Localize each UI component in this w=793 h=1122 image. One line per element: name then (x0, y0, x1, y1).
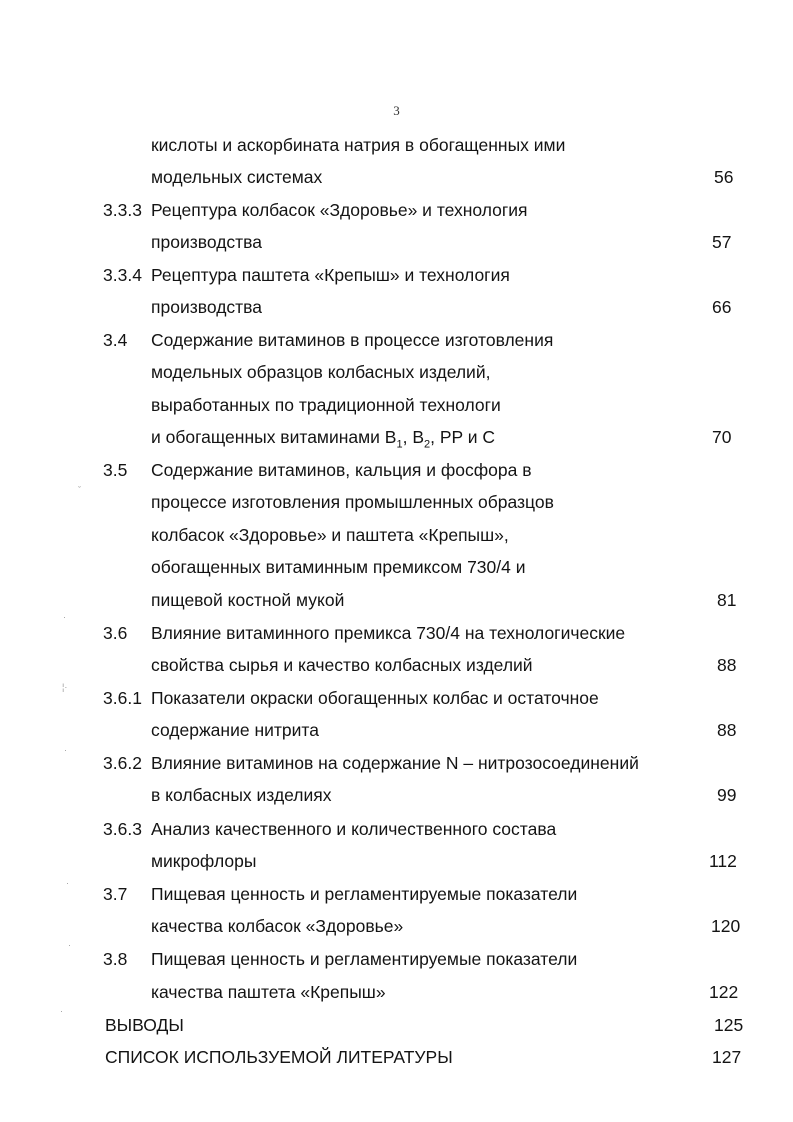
toc-page-number: 88 (717, 655, 737, 675)
toc-section-number: 3.3.4 (103, 265, 142, 285)
toc-entry-text: в колбасных изделиях (151, 785, 332, 805)
toc-section-number: 3.6.2 (103, 753, 142, 773)
toc-entry-text: свойства сырья и качество колбасных изделий (151, 655, 533, 675)
toc-line (0, 393, 793, 417)
toc-line (0, 621, 793, 645)
toc-entry-text: Рецептура паштета «Крепыш» и технология (151, 265, 510, 285)
toc-line (0, 914, 793, 938)
toc-entry-text: колбасок «Здоровье» и паштета «Крепыш», (151, 525, 509, 545)
toc-entry-text-part: , PP и C (430, 427, 496, 447)
toc-section-number: 3.5 (103, 460, 128, 480)
toc-line (0, 230, 793, 254)
toc-line (0, 555, 793, 579)
toc-entry-text: Рецептура колбасок «Здоровье» и технология (151, 200, 528, 220)
toc-line (0, 947, 793, 971)
toc-line (0, 133, 793, 157)
page-number: 3 (393, 103, 400, 118)
toc-line (0, 588, 793, 612)
toc-section-number: 3.8 (103, 949, 128, 969)
toc-page-number: 122 (709, 982, 739, 1002)
toc-line (0, 980, 793, 1004)
toc-page-number: 57 (712, 232, 732, 252)
toc-line (0, 360, 793, 384)
toc-entry-text (151, 425, 495, 457)
toc-page-number: 112 (709, 851, 737, 871)
scan-speck: · (60, 1006, 63, 1016)
toc-entry-text: микрофлоры (151, 851, 257, 871)
toc-line (0, 490, 793, 514)
toc-line (0, 718, 793, 742)
toc-entry-text: качества паштета «Крепыш» (151, 982, 386, 1002)
toc-line (0, 523, 793, 547)
toc-page-number: 66 (712, 297, 732, 317)
toc-line (0, 165, 793, 189)
toc-line (0, 882, 793, 906)
toc-entry-text: Показатели окраски обогащенных колбас и остаточное (151, 688, 599, 708)
toc-section-number: 3.6 (103, 623, 128, 643)
toc-line (0, 295, 793, 319)
toc-entry-text: обогащенных витаминным премиксом 730/4 и (151, 557, 526, 577)
toc-entry-text: модельных системах (151, 167, 323, 187)
toc-entry-text: кислоты и аскорбината натрия в обогащенных ими (151, 135, 566, 155)
toc-entry-text: Содержание витаминов в процессе изготовления (151, 330, 554, 350)
toc-line (0, 458, 793, 482)
toc-page-number: 125 (714, 1015, 744, 1035)
toc-line (0, 425, 793, 449)
toc-entry-text: Содержание витаминов, кальция и фосфора в (151, 460, 532, 480)
toc-line (0, 198, 793, 222)
toc-entry-text: пищевой костной мукой (151, 590, 345, 610)
subscript: 1 (396, 438, 403, 451)
toc-entry-text: производства (151, 232, 262, 252)
scan-speck: ¦· (62, 682, 68, 692)
toc-section-number: 3.6.1 (103, 688, 142, 708)
toc-page-number: 56 (714, 167, 734, 187)
toc-line (0, 1045, 793, 1069)
toc-entry-text: процессе изготовления промышленных образцов (151, 492, 554, 512)
toc-line (0, 849, 793, 873)
toc-line (0, 328, 793, 352)
toc-line (0, 783, 793, 807)
toc-entry-text: выработанных по традиционной технологи (151, 395, 501, 415)
toc-entry-text: Пищевая ценность и регламентируемые показатели (151, 884, 578, 904)
toc-entry-text: СПИСОК ИСПОЛЬЗУЕМОЙ ЛИТЕРАТУРЫ (105, 1047, 453, 1067)
toc-section-number: 3.7 (103, 884, 128, 904)
toc-entry-text: содержание нитрита (151, 720, 319, 740)
toc-line (0, 263, 793, 287)
toc-section-number: 3.3.3 (103, 200, 142, 220)
toc-section-number: 3.4 (103, 330, 128, 350)
toc-entry-text-part: , B (402, 427, 425, 447)
toc-entry-text: Анализ качественного и количественного состава (151, 819, 557, 839)
toc-entry-text: модельных образцов колбасных изделий, (151, 362, 491, 382)
toc-page-number: 81 (717, 590, 737, 610)
toc-entry-text: Влияние витаминного премикса 730/4 на технологические (151, 623, 626, 643)
toc-line (0, 817, 793, 841)
toc-entry-text: Пищевая ценность и регламентируемые показатели (151, 949, 578, 969)
toc-page-number: 99 (717, 785, 737, 805)
scan-speck: · (64, 745, 67, 755)
toc-entry-text: ВЫВОДЫ (105, 1015, 184, 1035)
toc-page-number: 70 (712, 427, 732, 447)
toc-section-number: 3.6.3 (103, 819, 142, 839)
toc-line (0, 686, 793, 710)
scan-speck: · (66, 878, 69, 888)
scan-speck: ˇ (78, 485, 81, 495)
toc-line (0, 1013, 793, 1037)
toc-page-number: 88 (717, 720, 737, 740)
toc-entry-text: производства (151, 297, 262, 317)
scan-speck: · (68, 940, 71, 950)
toc-page-number: 120 (711, 916, 741, 936)
toc-entry-text: качества колбасок «Здоровье» (151, 916, 404, 936)
toc-entry-text: Влияние витаминов на содержание N – нитрозосоединений (151, 753, 639, 773)
subscript: 2 (424, 438, 431, 451)
toc-page-number: 127 (712, 1047, 742, 1067)
toc-line (0, 653, 793, 677)
toc-entry-text-part: и обогащенных витаминами B (151, 427, 397, 447)
scan-speck: · (63, 612, 66, 622)
toc-line (0, 751, 793, 775)
